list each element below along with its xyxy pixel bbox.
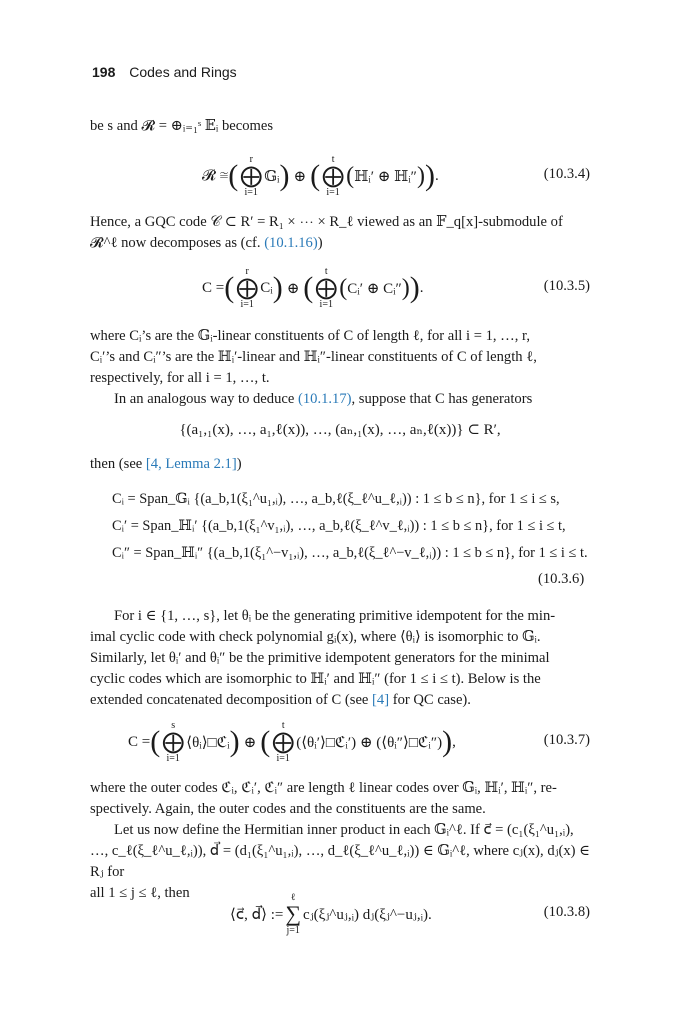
text-line xyxy=(90,690,590,711)
running-title: Codes and Rings xyxy=(129,64,237,80)
eq-term: ⟨θᵢ⟩□ℭᵢ xyxy=(186,734,230,751)
equation-number: (10.3.5) xyxy=(543,278,590,294)
eq-term: 𝔾ᵢ xyxy=(264,168,280,185)
lower-limit: i=1 xyxy=(326,187,340,198)
text-span: 𝓡^ℓ now decomposes as (cf. xyxy=(90,235,265,251)
text-line: all 1 ≤ j ≤ ℓ, then xyxy=(90,885,190,901)
equation-number: (10.3.6) xyxy=(538,571,585,587)
bigoplus-symbol: ⨁ xyxy=(322,163,345,188)
text-span: Let us now define the Hermitian inner product in each 𝔾ᵢ^ℓ. If c⃗ = (c₁(ξ₁^u₁,ᵢ), xyxy=(114,822,574,838)
eq-term: (⟨θᵢ′⟩□ℭᵢ′) ⊕ (⟨θᵢ″⟩□ℭᵢ″) xyxy=(296,734,443,751)
equation-number: (10.3.7) xyxy=(543,732,590,748)
generators-set: {(a₁,₁(x), …, a₁,ℓ(x)), …, (aₙ,₁(x), …, aₙ,ℓ(x))} ⊂ R′, xyxy=(179,422,501,438)
upper-limit: s xyxy=(171,720,176,731)
bigoplus xyxy=(322,154,344,198)
eq-term: Cᵢ′ ⊕ Cᵢ″ xyxy=(347,280,402,297)
upper-limit: r xyxy=(245,266,249,277)
bigoplus xyxy=(272,720,294,764)
lower-limit: j=1 xyxy=(286,925,300,936)
bigoplus-symbol: ⨁ xyxy=(236,275,259,300)
paren: ( xyxy=(260,725,271,758)
text-line xyxy=(90,820,590,841)
eq-term: ℍᵢ′ ⊕ ℍᵢ″ xyxy=(354,168,417,185)
paren: ( xyxy=(346,163,355,189)
oplus: ⊕ xyxy=(286,280,300,297)
paren: ( xyxy=(228,159,239,192)
eq-lhs: ⟨c⃗, d⃗⟩ := xyxy=(230,906,284,923)
text-line: respectively, for all i = 1, …, t. xyxy=(90,370,270,386)
paren: ( xyxy=(310,159,321,192)
equation-number: (10.3.8) xyxy=(543,904,590,920)
bigoplus xyxy=(162,720,184,764)
eq-term: cⱼ(ξⱼ^uⱼ,ᵢ) dⱼ(ξⱼ^−uⱼ,ᵢ). xyxy=(303,906,432,923)
bigoplus-symbol: ⨁ xyxy=(315,275,338,300)
upper-limit: t xyxy=(324,266,328,277)
ref-link-4[interactable]: [4] xyxy=(372,692,390,708)
bigoplus xyxy=(315,266,337,310)
eq-lhs: C = xyxy=(202,279,225,296)
text-line: Similarly, let θᵢ′ and θᵢ″ be the primitive idempotent generators for the minimal xyxy=(90,650,550,666)
span-line-c: Cᵢ = Span_𝔾ᵢ {(a_b,1(ξ₁^u₁,ᵢ), …, a_b,ℓ(ξ_ℓ^u_ℓ,ᵢ)) : 1 ≤ b ≤ n}, for 1 ≤ i ≤ s, xyxy=(112,491,560,507)
bigoplus-symbol: ⨁ xyxy=(162,729,185,754)
text-line xyxy=(90,606,590,627)
paren: ) xyxy=(416,163,425,189)
eq-term: Cᵢ xyxy=(260,279,273,296)
lower-limit: i=1 xyxy=(240,299,254,310)
paragraph-where xyxy=(90,326,590,410)
text-line: where Cᵢ’s are the 𝔾ᵢ-linear constituents of C of length ℓ, for all i = 1, …, r, xyxy=(90,328,530,344)
text-line: Cᵢ′’s and Cᵢ″’s are the ℍᵢ′-linear and ℍᵢ″-linear constituents of C of length ℓ, xyxy=(90,349,537,365)
text-span: , suppose that C has generators xyxy=(351,391,533,407)
paren: ) xyxy=(442,725,453,758)
paragraph-outer-codes xyxy=(90,778,590,904)
lower-limit: i=1 xyxy=(319,299,333,310)
sum-operator xyxy=(285,892,301,936)
lower-limit: i=1 xyxy=(166,753,180,764)
ref-link-lemma-2-1[interactable]: [4, Lemma 2.1] xyxy=(145,456,237,472)
paren: ) xyxy=(272,271,283,304)
running-header xyxy=(92,64,237,80)
upper-limit: t xyxy=(331,154,335,165)
equation-number: (10.3.4) xyxy=(543,166,590,182)
text-span: For i ∈ {1, …, s}, let θᵢ be the generating primitive idempotent for the min- xyxy=(114,608,556,624)
equation-10-3-7 xyxy=(90,716,590,768)
equation-10-3-8 xyxy=(90,888,590,940)
equation-10-3-5 xyxy=(90,262,590,314)
paren: ) xyxy=(424,159,435,192)
page-number: 198 xyxy=(92,64,116,80)
text-span: extended concatenated decomposition of C (see xyxy=(90,692,373,708)
paren: ( xyxy=(339,275,348,301)
lower-limit: i=1 xyxy=(276,753,290,764)
paragraph-then xyxy=(90,454,590,475)
paren: ) xyxy=(401,275,410,301)
text-line: cyclic codes which are isomorphic to ℍᵢ′ and ℍᵢ″ (for 1 ≤ i ≤ t). Below is the xyxy=(90,671,541,687)
paren: ) xyxy=(279,159,290,192)
paragraph-hence xyxy=(90,212,590,254)
text-line: where the outer codes ℭᵢ, ℭᵢ′, ℭᵢ″ are length ℓ linear codes over 𝔾ᵢ, ℍᵢ′, ℍᵢ″, re- xyxy=(90,780,557,796)
paragraph-idempotent xyxy=(90,606,590,711)
oplus: ⊕ xyxy=(243,734,257,751)
ref-link-10-1-16[interactable]: (10.1.16) xyxy=(264,235,318,251)
sigma-symbol: ∑ xyxy=(285,901,302,926)
equation-10-3-6 xyxy=(90,486,612,567)
bigoplus xyxy=(240,154,262,198)
text-span: In an analogous way to deduce xyxy=(114,391,298,407)
bigoplus-symbol: ⨁ xyxy=(272,729,295,754)
text-span: ) xyxy=(236,456,242,472)
text-line xyxy=(90,389,590,410)
text-line: …, c_ℓ(ξ_ℓ^u_ℓ,ᵢ)), d⃗ = (d₁(ξ₁^u₁,ᵢ), …, d_ℓ(ξ_ℓ^u_ℓ,ᵢ)) ∈ 𝔾ᵢ^ℓ, where cⱼ(x), dⱼ(x) ∈ Rⱼ for xyxy=(90,843,590,880)
paren: ( xyxy=(224,271,235,304)
punct: , xyxy=(452,733,456,750)
text-line: be s and 𝓡 = ⊕ᵢ₌₁ˢ 𝔼ᵢ becomes xyxy=(90,118,273,134)
upper-limit: r xyxy=(249,154,253,165)
oplus: ⊕ xyxy=(293,168,307,185)
text-span: ) xyxy=(317,235,323,251)
upper-limit: ℓ xyxy=(290,892,296,903)
punct: . xyxy=(434,167,439,184)
paren: ) xyxy=(229,725,240,758)
paren: ( xyxy=(150,725,161,758)
text-span: then (see xyxy=(90,456,146,472)
upper-limit: t xyxy=(281,720,285,731)
bigoplus xyxy=(236,266,258,310)
paren: ( xyxy=(303,271,314,304)
text-line xyxy=(90,233,590,254)
text-span: for QC case). xyxy=(389,692,471,708)
equation-10-3-4 xyxy=(90,150,590,202)
paragraph-intro xyxy=(90,116,590,137)
span-line-c-prime: Cᵢ′ = Span_ℍᵢ′ {(a_b,1(ξ₁^v₁,ᵢ), …, a_b,ℓ(ξ_ℓ^v_ℓ,ᵢ)) : 1 ≤ b ≤ n}, for 1 ≤ i ≤ t, xyxy=(112,518,566,534)
eq-lhs: C = xyxy=(128,733,151,750)
paren: ) xyxy=(409,271,420,304)
text-line: imal cyclic code with check polynomial gᵢ(x), where ⟨θᵢ⟩ is isomorphic to 𝔾ᵢ. xyxy=(90,629,541,645)
span-line-c-double-prime: Cᵢ″ = Span_ℍᵢ″ {(a_b,1(ξ₁^−v₁,ᵢ), …, a_b,ℓ(ξ_ℓ^−v_ℓ,ᵢ)) : 1 ≤ b ≤ n}, for 1 ≤ i ≤ t. xyxy=(112,545,588,561)
bigoplus-symbol: ⨁ xyxy=(240,163,263,188)
punct: . xyxy=(419,279,424,296)
generators-display xyxy=(90,420,590,439)
eq-lhs: 𝓡 ≅ xyxy=(202,168,229,184)
ref-link-10-1-17[interactable]: (10.1.17) xyxy=(297,391,352,407)
text-line: Hence, a GQC code 𝒞 ⊂ R′ = R₁ × ⋯ × R_ℓ viewed as an 𝔽_q[x]-submodule of xyxy=(90,214,563,230)
lower-limit: i=1 xyxy=(244,187,258,198)
text-line: spectively. Again, the outer codes and the constituents are the same. xyxy=(90,801,486,817)
